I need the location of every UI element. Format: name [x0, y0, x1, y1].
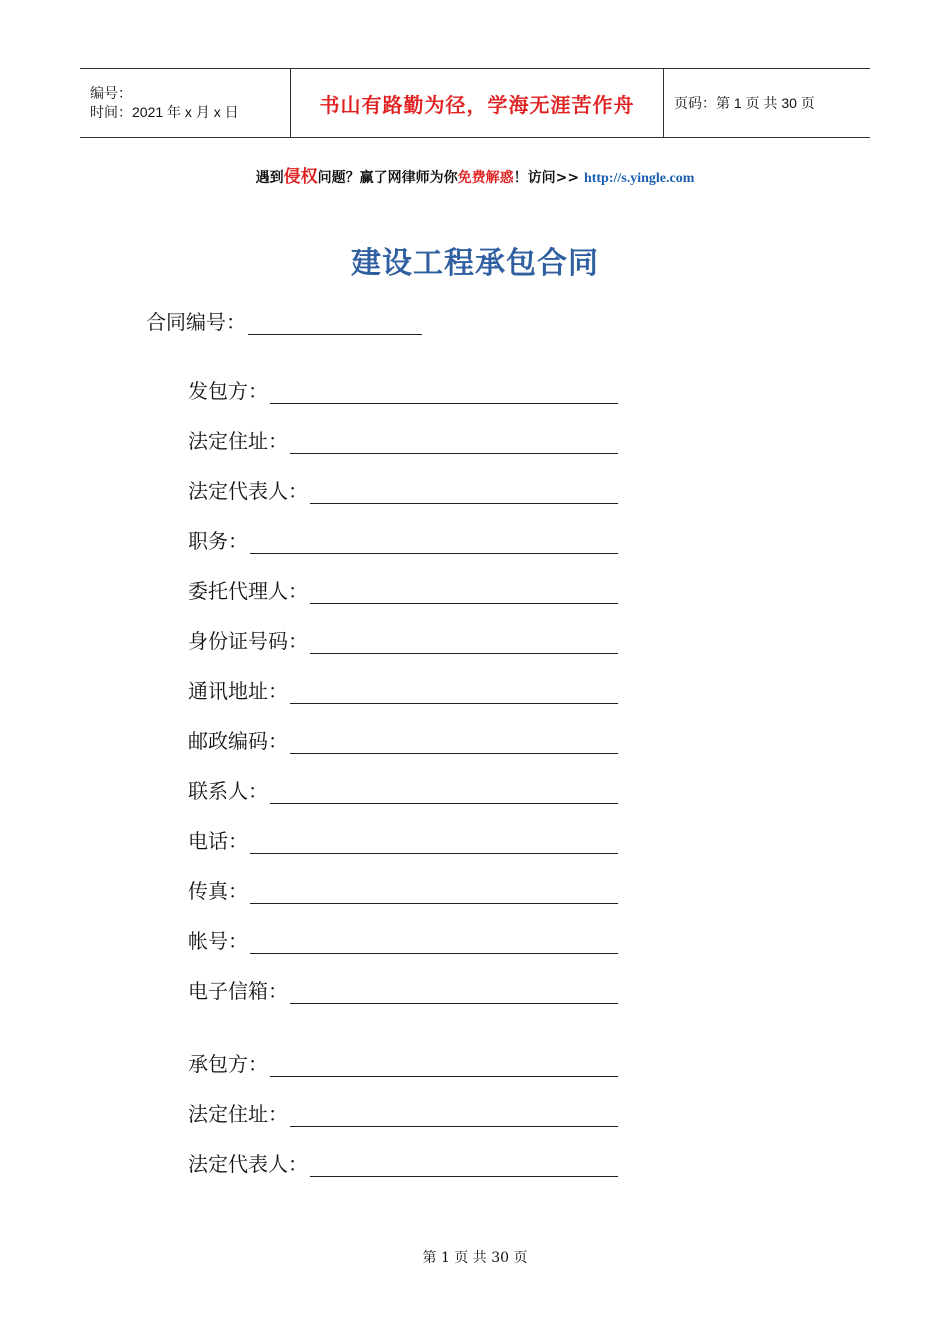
contract-number-field [146, 306, 422, 335]
contract-number-label: 合同编号： [146, 310, 246, 334]
field-label: 邮政编码： [188, 729, 288, 753]
party-a-field [188, 578, 618, 604]
party-a-field [188, 778, 618, 804]
notice-link[interactable]: http://s.yingle.com [583, 171, 695, 186]
party-a-field [188, 428, 618, 454]
field-label: 传真： [188, 879, 248, 903]
notice-text-2: 侵权 [283, 167, 318, 187]
field-label: 身份证号码： [188, 629, 308, 653]
field-label: 法定代表人： [188, 1152, 308, 1176]
party-a-field [188, 628, 618, 654]
notice-banner [0, 162, 950, 187]
header-motto-cell [290, 69, 664, 137]
field-label: 联系人： [188, 779, 268, 803]
field-blank[interactable] [290, 733, 618, 754]
header-page-cell [664, 69, 870, 137]
field-blank[interactable] [250, 533, 618, 554]
notice-text-1: 遇到 [255, 170, 284, 186]
field-label: 承包方： [188, 1052, 268, 1076]
page-label: 页码：第 1 页 共 30 页 [674, 95, 815, 111]
party-a-field [188, 978, 618, 1004]
field-blank[interactable] [270, 383, 618, 404]
field-label: 委托代理人： [188, 579, 308, 603]
party-a-field [188, 528, 618, 554]
field-label: 电话： [188, 829, 248, 853]
field-blank[interactable] [290, 1106, 618, 1127]
notice-text-5: ！访问>> [513, 170, 584, 186]
notice-text-3: 问题？赢了网律师为你 [317, 170, 458, 186]
party-b-field [188, 1151, 618, 1177]
time-label: 时间：2021 年 x 月 x 日 [90, 104, 239, 120]
field-label: 法定住址： [188, 1102, 288, 1126]
party-b-field [188, 1101, 618, 1127]
field-label: 电子信箱： [188, 979, 288, 1003]
field-blank[interactable] [310, 633, 618, 654]
field-label: 法定住址： [188, 429, 288, 453]
contract-number-blank[interactable] [248, 312, 422, 335]
header-table [80, 68, 870, 138]
field-blank[interactable] [310, 483, 618, 504]
number-label: 编号： [90, 85, 132, 101]
header-meta [80, 69, 290, 137]
document-title: 建设工程承包合同 [351, 246, 599, 281]
field-blank[interactable] [250, 933, 618, 954]
field-blank[interactable] [290, 683, 618, 704]
field-blank[interactable] [290, 433, 618, 454]
field-blank[interactable] [270, 1056, 618, 1077]
field-blank[interactable] [270, 783, 618, 804]
field-label: 帐号： [188, 929, 248, 953]
field-blank[interactable] [310, 583, 618, 604]
party-a-field [188, 928, 618, 954]
notice-text-4: 免费解惑 [457, 170, 514, 186]
party-a-field [188, 678, 618, 704]
field-label: 职务： [188, 529, 248, 553]
party-a-field [188, 728, 618, 754]
field-label: 法定代表人： [188, 479, 308, 503]
field-blank[interactable] [310, 1156, 618, 1177]
party-a-field [188, 478, 618, 504]
party-a-field [188, 878, 618, 904]
field-blank[interactable] [290, 983, 618, 1004]
field-label: 发包方： [188, 379, 268, 403]
party-a-field [188, 828, 618, 854]
party-a-field [188, 378, 618, 404]
field-blank[interactable] [250, 833, 618, 854]
page-footer: 第 1 页 共 30 页 [422, 1250, 528, 1266]
motto: 书山有路勤为径，学海无涯苦作舟 [319, 92, 635, 117]
field-blank[interactable] [250, 883, 618, 904]
field-label: 通讯地址： [188, 679, 288, 703]
party-b-field [188, 1051, 618, 1077]
